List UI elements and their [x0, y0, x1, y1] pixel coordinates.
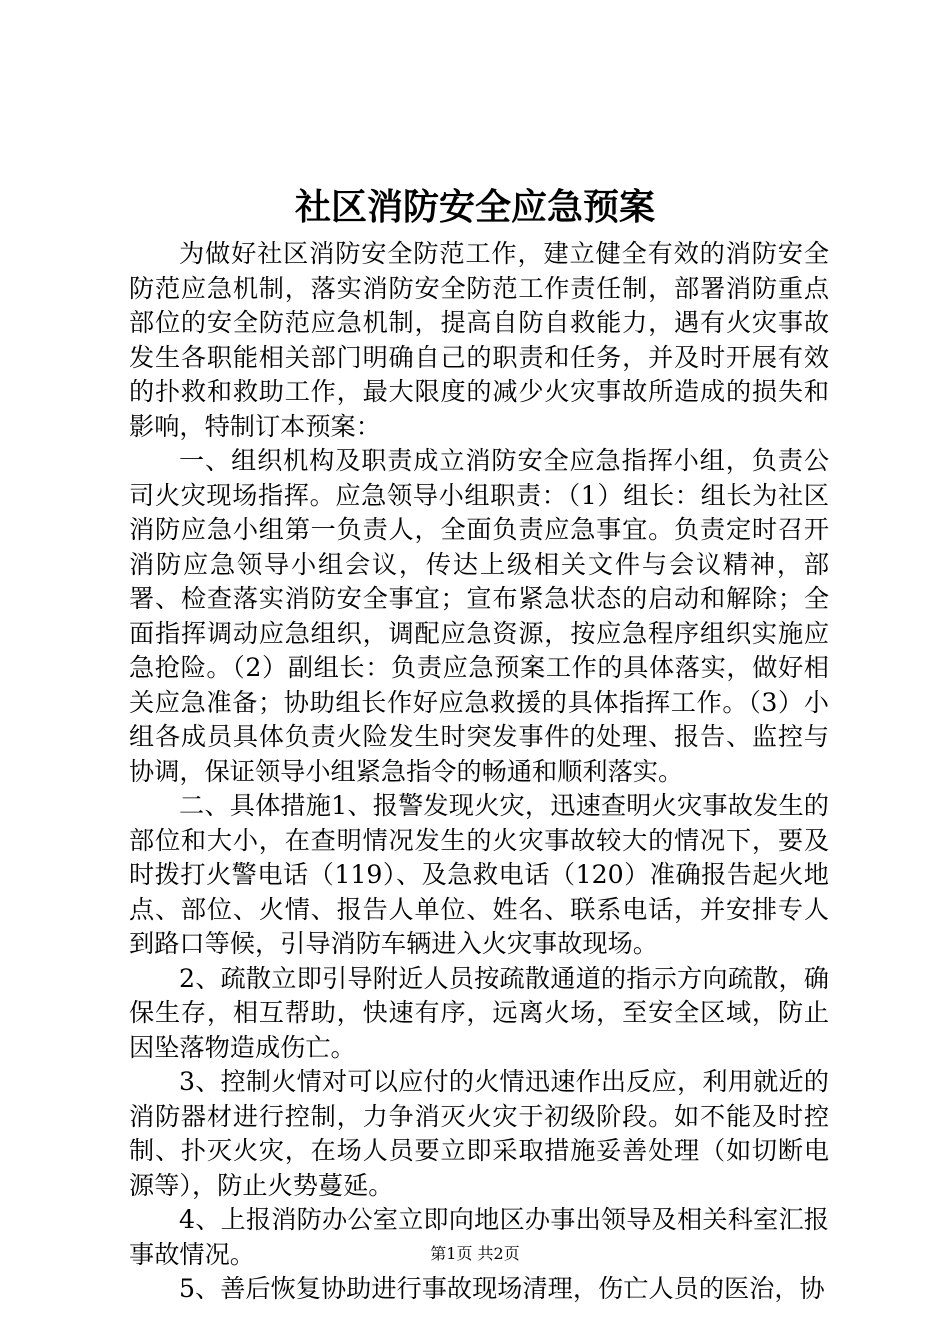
- document-title: 社区消防安全应急预案: [294, 186, 655, 228]
- document-body: [129, 237, 829, 1307]
- paragraph-report: 4、上报消防办公室立即向地区办事出领导及相关科室汇报事故情况。: [129, 1205, 829, 1269]
- paragraph-evacuation: 2、疏散立即引导附近人员按疏散通道的指示方向疏散，确保生存，相互帮助，快速有序，远离火场，至安全区域，防止因坠落物造成伤亡。: [129, 963, 829, 1062]
- page-footer: [0, 1243, 950, 1265]
- paragraph-organization: 一、组织机构及职责成立消防安全应急指挥小组，负责公司火灾现场指挥。应急领导小组职责：（1）组长：组长为社区消防应急小组第一负责人，全面负责应急事宜。负责定时召开消防应急领导小组会议，传达上级相关文件与会议精神，部署、检查落实消防安全事宜；宣布紧急状态的启动和解除；全面指挥调动应急组织，调配应急资源，按应急程序组织实施应急抢险。（2）副组长：负责应急预案工作的具体落实，做好相关应急准备；协助组长作好应急救援的具体指挥工作。（3）小组各成员具体负责火险发生时突发事件的处理、报告、监控与协调，保证领导小组紧急指令的畅通和顺利落实。: [129, 446, 829, 786]
- paragraph-measures-alarm: 二、具体措施1、报警发现火灾，迅速查明火灾事故发生的部位和大小，在查明情况发生的火灾事故较大的情况下，要及时拨打火警电话（119）、及急救电话（120）准确报告起火地点、部位、火情、报告人单位、姓名、联系电话，并安排专人到路口等候，引导消防车辆进入火灾事故现场。: [129, 791, 829, 958]
- paragraph-fire-control: 3、控制火情对可以应付的火情迅速作出反应，利用就近的消防器材进行控制，力争消灭火灾于初级阶段。如不能及时控制、扑灭火灾，在场人员要立即采取措施妥善处理（如切断电源等），防止火势蔓延。: [129, 1067, 829, 1200]
- page-total: 共2页: [477, 1244, 520, 1263]
- paragraph-recovery: 5、善后恢复协助进行事故现场清理，伤亡人员的医治，协: [179, 1274, 825, 1303]
- page-number: 第1页: [430, 1244, 473, 1263]
- paragraph-intro: 为做好社区消防安全防范工作，建立健全有效的消防安全防范应急机制，落实消防安全防范工作责任制，部署消防重点部位的安全防范应急机制，提高自防自救能力，遇有火灾事故发生各职能相关部门明确自己的职责和任务，并及时开展有效的扑救和救助工作，最大限度的减少火灾事故所造成的损失和影响，特制订本预案：: [129, 239, 829, 441]
